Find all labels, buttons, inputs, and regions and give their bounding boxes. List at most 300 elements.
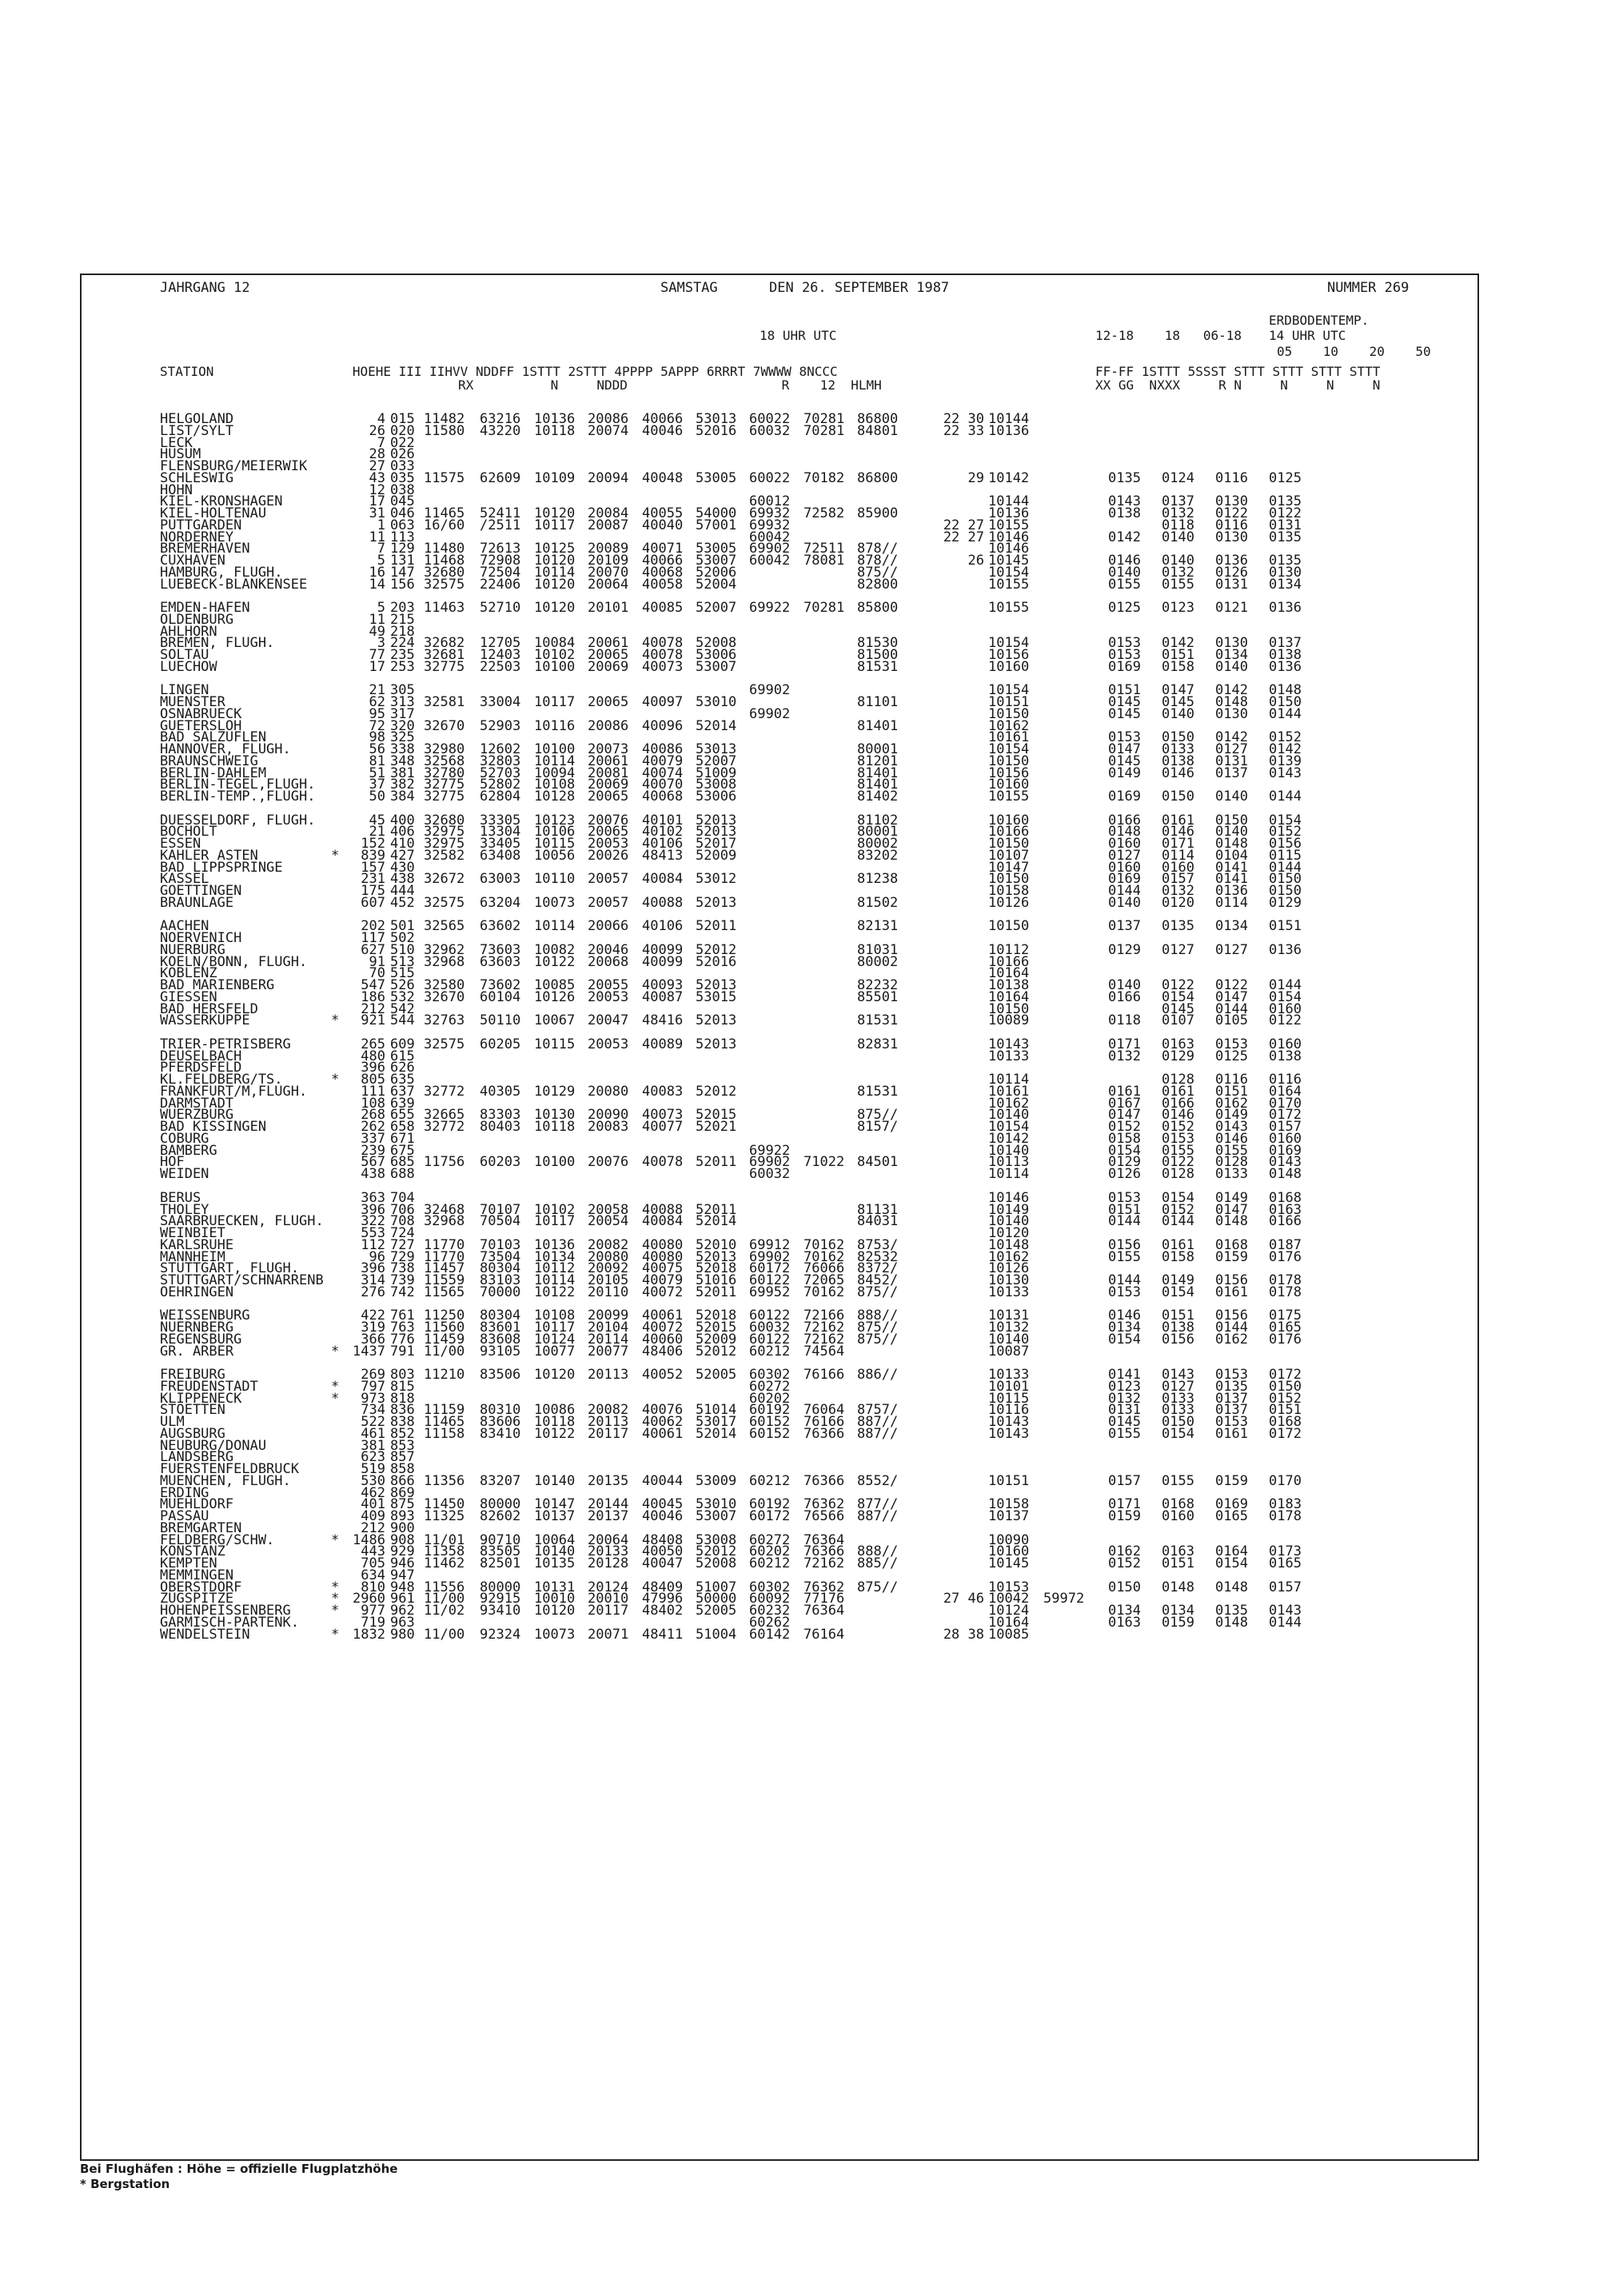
group-iihvv: 11159 [424,1402,465,1419]
group-2sttt: 20046 [588,941,629,958]
group-5appp: 53005 [696,541,737,557]
soil-50: 0172 [1269,1107,1302,1124]
ext-1sttt: 10142 [988,469,1030,486]
soil-20: 0122 [1215,977,1248,994]
group-7wwww: 72162 [803,1555,845,1572]
soil-depths: 05 10 20 50 [1277,344,1431,359]
group-2sttt: 20065 [588,824,629,841]
station-number: 526 [390,977,415,994]
elevation: 805 [361,1072,385,1088]
group-8nccc: 85800 [857,600,899,617]
group-8nccc: 886// [857,1367,899,1384]
group-6rrrt: 60302 [749,1367,791,1384]
soil-10: 0137 [1162,493,1194,510]
group-1sttt: 10122 [534,1284,576,1300]
group-nddff: 12705 [480,635,521,652]
station-number: 325 [390,729,415,746]
elevation: 322 [361,1213,385,1230]
soil-10: 0140 [1162,529,1194,545]
gust-ff: 22 27 [943,529,984,545]
soil-10: 0138 [1162,753,1194,769]
soil-05: 0145 [1108,694,1141,711]
soil-20: 0127 [1215,741,1248,758]
group-iihvv: 11559 [424,1272,465,1289]
elevation: 152 [361,836,385,853]
soil-10: 0132 [1162,505,1194,521]
station-name: DARMSTADT [160,1095,234,1112]
group-7wwww: 76566 [803,1508,845,1525]
station-name: BREMGARTEN [160,1519,242,1536]
soil-05: 0155 [1108,1248,1141,1265]
group-1sttt: 10064 [534,1531,576,1548]
station-name: LANDSBERG [160,1449,234,1466]
soil-05: 0171 [1108,1036,1141,1052]
group-5appp: 53008 [696,777,737,793]
station-name: ESSEN [160,836,201,853]
elevation: 438 [361,1166,385,1183]
station-name: CUXHAVEN [160,553,225,569]
station-name: SOLTAU [160,647,209,664]
soil-05: 0171 [1108,1496,1141,1513]
group-nddff: 73602 [480,977,521,994]
soil-50: 0135 [1269,493,1302,510]
elevation: 111 [361,1083,385,1100]
station-name: BRAUNLAGE [160,894,234,911]
elevation: 72 [369,717,385,734]
group-1sttt: 10114 [534,753,576,769]
group-7wwww: 78081 [803,553,845,569]
group-1sttt: 10085 [534,977,576,994]
soil-20: 0134 [1215,918,1248,935]
elevation: 262 [361,1119,385,1136]
group-iihvv: 11459 [424,1331,465,1348]
group-5appp: 53010 [696,1496,737,1513]
ext-1sttt: 10142 [988,1130,1030,1147]
group-iihvv: 32580 [424,977,465,994]
soil-50: 0134 [1269,576,1302,593]
group-5appp: 52014 [696,717,737,734]
group-5appp: 53015 [696,988,737,1005]
mountain-marker: * [331,1072,340,1088]
group-iihvv: 11463 [424,600,465,617]
soil-20: 0161 [1215,1284,1248,1300]
soil-50: 0165 [1269,1555,1302,1572]
group-1sttt: 10126 [534,988,576,1005]
soil-10: 0159 [1162,1614,1194,1631]
station-name: HUSUM [160,446,201,463]
mountain-marker: * [331,847,340,864]
group-1sttt: 10100 [534,741,576,758]
soil-10: 0155 [1162,1142,1194,1159]
ext-1sttt: 10154 [988,741,1030,758]
station-number: 038 [390,481,415,498]
group-4pppp: 40102 [642,824,684,841]
group-iihvv: 11450 [424,1496,465,1513]
ext-1sttt: 10126 [988,1260,1030,1277]
station-number: 866 [390,1472,415,1489]
group-1sttt: 10112 [534,1260,576,1277]
group-5appp: 51014 [696,1402,737,1419]
elevation: 4 [377,411,385,427]
group-8nccc: 887// [857,1414,899,1431]
group-7wwww: 70182 [803,469,845,486]
group-8nccc: 875// [857,1107,899,1124]
station-name: OEHRINGEN [160,1284,234,1300]
group-4pppp: 40079 [642,753,684,769]
soil-05: 0161 [1108,1083,1141,1100]
group-nddff: 60104 [480,988,521,1005]
group-8nccc: 82532 [857,1248,899,1265]
elevation: 265 [361,1036,385,1052]
group-7wwww: 72162 [803,1320,845,1336]
soil-10: 0148 [1162,1579,1194,1595]
ext-1sttt: 10131 [988,1308,1030,1324]
soil-20: 0141 [1215,871,1248,888]
group-4pppp: 48413 [642,847,684,864]
elevation: 381 [361,1437,385,1454]
elevation: 1437 [353,1343,385,1360]
group-nddff: 70000 [480,1284,521,1300]
station-name: COBURG [160,1130,209,1147]
soil-05: 0144 [1108,1213,1141,1230]
soil-20: 0116 [1215,469,1248,486]
group-iihvv: 32980 [424,741,465,758]
group-nddff: 82602 [480,1508,521,1525]
elevation: 547 [361,977,385,994]
group-4pppp: 40055 [642,505,684,521]
group-2sttt: 20133 [588,1543,629,1560]
group-nddff: 60203 [480,1154,521,1171]
soil-10: 0123 [1162,600,1194,617]
group-4pppp: 40076 [642,1402,684,1419]
station-number: 706 [390,1201,415,1218]
station-number: 637 [390,1083,415,1100]
station-number: 026 [390,446,415,463]
group-8nccc: 81102 [857,812,899,829]
elevation: 186 [361,988,385,1005]
soil-50: 0154 [1269,812,1302,829]
soil-50: 0148 [1269,1166,1302,1183]
group-7wwww: 76164 [803,1626,845,1643]
station-name: STUTTGART, FLUGH. [160,1260,299,1277]
group-5appp: 52008 [696,635,737,652]
group-2sttt: 20074 [588,422,629,439]
group-iihvv: 11/01 [424,1531,465,1548]
ext-1sttt: 10107 [988,847,1030,864]
group-nddff: 72908 [480,553,521,569]
group-4pppp: 40084 [642,871,684,888]
group-1sttt: 10110 [534,871,576,888]
group-1sttt: 10136 [534,411,576,427]
group-2sttt: 20084 [588,505,629,521]
group-nddff: 93105 [480,1343,521,1360]
station-name: WEINBIET [160,1225,225,1242]
elevation: 239 [361,1142,385,1159]
group-2sttt: 20099 [588,1308,629,1324]
group-5appp: 52012 [696,1543,737,1560]
elevation: 269 [361,1367,385,1384]
ext-1sttt: 10161 [988,1083,1030,1100]
ext-1sttt: 10145 [988,1555,1030,1572]
station-number: 724 [390,1225,415,1242]
group-8nccc: 8552/ [857,1472,899,1489]
station-number: 615 [390,1048,415,1064]
station-number: 815 [390,1378,415,1395]
group-iihvv: 11325 [424,1508,465,1525]
group-iihvv: 32468 [424,1201,465,1218]
group-4pppp: 40073 [642,1107,684,1124]
group-2sttt: 20101 [588,600,629,617]
group-iihvv: 11465 [424,1414,465,1431]
station-number: 384 [390,789,415,805]
station-name: KLIPPENECK [160,1390,242,1407]
group-7wwww: 77176 [803,1591,845,1607]
group-5appp: 52021 [696,1119,737,1136]
group-1sttt: 10128 [534,789,576,805]
group-2sttt: 20010 [588,1591,629,1607]
group-nddff: 22503 [480,658,521,675]
group-1sttt: 10120 [534,576,576,593]
station-name: MUEHLDORF [160,1496,234,1513]
group-6rrrt: 60012 [749,493,791,510]
ext-1sttt: 10120 [988,1225,1030,1242]
soil-10: 0154 [1162,1425,1194,1442]
soil-50: 0176 [1269,1248,1302,1265]
soil-20: 0142 [1215,682,1248,699]
soil-10: 0158 [1162,658,1194,675]
soil-50: 0175 [1269,1308,1302,1324]
group-5appp: 52016 [696,422,737,439]
group-iihvv: 11358 [424,1543,465,1560]
soil-20: 0142 [1215,729,1248,746]
soil-05: 0118 [1108,1012,1141,1029]
group-iihvv: 32665 [424,1107,465,1124]
station-number: 129 [390,541,415,557]
group-7wwww: 76366 [803,1472,845,1489]
station-name: WEISSENBURG [160,1308,250,1324]
group-nddff: 63216 [480,411,521,427]
group-nddff: 83303 [480,1107,521,1124]
elevation: 409 [361,1508,385,1525]
group-7wwww: 76366 [803,1543,845,1560]
group-8nccc: 81531 [857,658,899,675]
group-5appp: 52010 [696,1236,737,1253]
group-8nccc: 82831 [857,1036,899,1052]
group-7wwww: 76362 [803,1496,845,1513]
soil-50: 0151 [1269,1402,1302,1419]
group-2sttt: 20055 [588,977,629,994]
elevation: 5 [377,553,385,569]
station-number: 063 [390,517,415,533]
soil-10: 0161 [1162,1236,1194,1253]
group-nddff: 33004 [480,694,521,711]
ext-1sttt: 10136 [988,422,1030,439]
group-6rrrt: 60202 [749,1543,791,1560]
group-5appp: 52017 [696,836,737,853]
group-2sttt: 20057 [588,871,629,888]
soil-10: 0143 [1162,1367,1194,1384]
group-6rrrt: 60122 [749,1331,791,1348]
ext-1sttt: 10148 [988,1236,1030,1253]
elevation: 314 [361,1272,385,1289]
group-4pppp: 40044 [642,1472,684,1489]
group-6rrrt: 69912 [749,1236,791,1253]
soil-50: 0143 [1269,765,1302,781]
station-name: BREMEN, FLUGH. [160,635,275,652]
group-iihvv: 11356 [424,1472,465,1489]
elevation: 91 [369,953,385,970]
group-iihvv: 11465 [424,505,465,521]
gust-ff: 22 33 [943,422,984,439]
elevation: 973 [361,1390,385,1407]
group-1sttt: 10100 [534,1154,576,1171]
station-name: GR. ARBER [160,1343,234,1360]
soil-05: 0145 [1108,705,1141,722]
group-2sttt: 20070 [588,564,629,581]
soil-20: 0116 [1215,517,1248,533]
group-nddff: 90710 [480,1531,521,1548]
soil-05: 0125 [1108,600,1141,617]
group-nddff: 63602 [480,918,521,935]
group-2sttt: 20053 [588,1036,629,1052]
group-8nccc: 84501 [857,1154,899,1171]
group-8nccc: 875// [857,1579,899,1595]
ext-1sttt: 10150 [988,705,1030,722]
station-name: BERLIN-TEGEL,FLUGH. [160,777,316,793]
group-1sttt: 10131 [534,1579,576,1595]
soil-50: 0136 [1269,658,1302,675]
soil-10: 0158 [1162,1248,1194,1265]
soil-20: 0143 [1215,1119,1248,1136]
soil-05: 0150 [1108,1579,1141,1595]
group-nddff: 52903 [480,717,521,734]
station-name: HOHENPEISSENBERG [160,1603,291,1619]
station-number: 639 [390,1095,415,1112]
group-5appp: 52008 [696,1555,737,1572]
soil-10: 0154 [1162,1284,1194,1300]
soil-10: 0150 [1162,1414,1194,1431]
group-6rrrt: 60042 [749,553,791,569]
group-7wwww: 72162 [803,1331,845,1348]
mountain-marker: * [331,1591,340,1607]
elevation: 108 [361,1095,385,1112]
group-iihvv: 11468 [424,553,465,569]
group-nddff: 63603 [480,953,521,970]
station-number: 381 [390,765,415,781]
soil-05: 0141 [1108,1367,1141,1384]
soil-20: 0137 [1215,1402,1248,1419]
soil-05: 0143 [1108,493,1141,510]
soil-05: 0132 [1108,1390,1141,1407]
group-5appp: 52011 [696,1154,737,1171]
soil-05: 0142 [1108,529,1141,545]
elevation: 7 [377,434,385,451]
soil-05: 0159 [1108,1508,1141,1525]
ext-1sttt: 10146 [988,1189,1030,1206]
station-name: BOCHOLT [160,824,217,841]
elevation: 14 [369,576,385,593]
group-1sttt: 10010 [534,1591,576,1607]
group-8nccc: 81402 [857,789,899,805]
elevation: 1486 [353,1531,385,1548]
group-1sttt: 10086 [534,1402,576,1419]
soil-time: 14 UHR UTC [1269,328,1346,343]
group-7wwww: 72582 [803,505,845,521]
group-iihvv: 32565 [424,918,465,935]
group-4pppp: 40040 [642,517,684,533]
group-nddff: 60205 [480,1036,521,1052]
soil-20: 0140 [1215,824,1248,841]
soil-05: 0145 [1108,1414,1141,1431]
group-4pppp: 48416 [642,1012,684,1029]
elevation: 519 [361,1461,385,1478]
group-7wwww: 76166 [803,1414,845,1431]
group-iihvv: 11580 [424,422,465,439]
group-4pppp: 48406 [642,1343,684,1360]
soil-05: 0153 [1108,729,1141,746]
group-2sttt: 20087 [588,517,629,533]
elevation: 28 [369,446,385,463]
group-2sttt: 20104 [588,1320,629,1336]
group-nddff: 12602 [480,741,521,758]
ext-1sttt: 10140 [988,1213,1030,1230]
soil-50: 0168 [1269,1414,1302,1431]
ext-periods: 12-18 18 06-18 [1095,328,1242,343]
ext-1sttt: 10154 [988,1119,1030,1136]
soil-10: 0144 [1162,1213,1194,1230]
soil-20: 0161 [1215,1425,1248,1442]
group-6rrrt: 69922 [749,1142,791,1159]
group-1sttt: 10140 [534,1543,576,1560]
station-number: 688 [390,1166,415,1183]
group-4pppp: 40078 [642,635,684,652]
elevation: 21 [369,824,385,841]
soil-50: 0150 [1269,871,1302,888]
station-name: NEUBURG/DONAU [160,1437,267,1454]
ext-1sttt: 10042 [988,1591,1030,1607]
group-iihvv: 32775 [424,789,465,805]
group-2sttt: 20082 [588,1236,629,1253]
group-nddff: 63408 [480,847,521,864]
ext-1sttt: 10150 [988,753,1030,769]
station-number: 400 [390,812,415,829]
station-number: 532 [390,988,415,1005]
group-1sttt: 10134 [534,1248,576,1265]
group-2sttt: 20073 [588,741,629,758]
group-iihvv: 11/00 [424,1591,465,1607]
soil-05: 0144 [1108,1272,1141,1289]
group-iihvv: 32975 [424,824,465,841]
station-number: 761 [390,1308,415,1324]
group-1sttt: 10117 [534,517,576,533]
station-name: ZUGSPITZE [160,1591,234,1607]
group-2sttt: 20053 [588,988,629,1005]
group-5appp: 52014 [696,1213,737,1230]
group-2sttt: 20117 [588,1425,629,1442]
group-2sttt: 20064 [588,1531,629,1548]
group-8nccc: 80002 [857,836,899,853]
group-7wwww: 70162 [803,1284,845,1300]
elevation: 202 [361,918,385,935]
station-name: OBERSTDORF [160,1579,242,1595]
station-number: 444 [390,883,415,900]
station-number: 305 [390,682,415,699]
soil-50: 0160 [1269,1036,1302,1052]
station-number: 035 [390,469,415,486]
group-1sttt: 10118 [534,1119,576,1136]
group-4pppp: 40045 [642,1496,684,1513]
group-4pppp: 40074 [642,765,684,781]
